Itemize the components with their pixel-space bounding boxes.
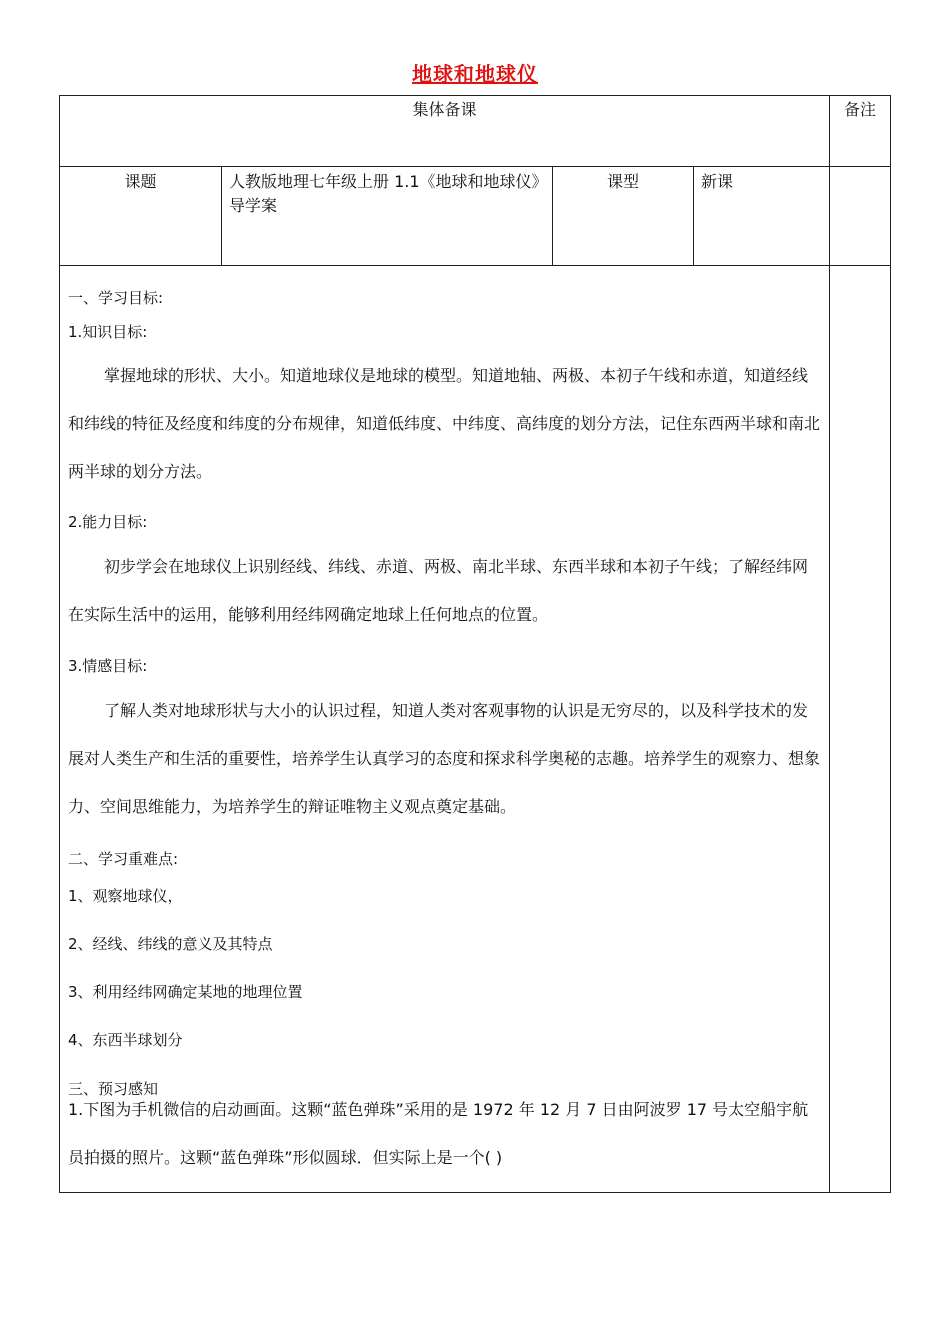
emotion-goal-text: 了解人类对地球形状与大小的认识过程，知道人类对客观事物的认识是无穷尽的，以及科学技术的发展对人类生产和生活的重要性，培养学生认真学习的态度和探求科学奥秘的志趣。培养学生的观察力、想象力、空间思维能力，为培养学生的辩证唯物主义观点奠定基础。 [68,701,821,816]
topic-label: 课题 [124,172,157,191]
preview-question-1: 1.下图为手机微信的启动画面。这颗“蓝色弹珠”采用的是 1972 年 12 月 7 日由阿波罗 17 号太空船宇航员拍摄的照片。这颗“蓝色弹珠”形似圆球．但实际上是一个( ) [68,1100,809,1167]
lesson-type-label: 课型 [606,172,639,191]
table-rule-1 [59,166,891,167]
table-border-left [59,95,60,1193]
group-prep-label: 集体备课 [412,100,477,119]
section-2-title: 二、学习重难点: [68,850,179,868]
knowledge-goal-title: 1.知识目标: [68,323,148,341]
key-point-4: 4、东西半球划分 [68,1031,183,1049]
key-point-1: 1、观察地球仪， [68,887,183,905]
section-3-title: 三、预习感知 [68,1080,159,1098]
table-border-bottom [59,1192,891,1193]
key-point-2: 2、经线、纬线的意义及其特点 [68,935,273,953]
table-border-top [59,95,891,96]
info-divider-3 [693,166,694,266]
knowledge-goal-text: 掌握地球的形状、大小。知道地球仪是地球的模型。知道地轴、两极、本初子午线和赤道，知道经线和纬线的特征及经度和纬度的分布规律，知道低纬度、中纬度、高纬度的划分方法，记住东西两半球和南北两半球的划分方法。 [68,366,821,481]
notes-column-divider [829,95,830,1193]
document-title: 地球和地球仪 [412,62,538,86]
info-divider-1 [221,166,222,266]
lesson-type-value: 新课 [701,172,734,191]
emotion-goal-title: 3.情感目标: [68,657,148,675]
table-rule-2 [59,265,891,266]
key-point-3: 3、利用经纬网确定某地的地理位置 [68,983,303,1001]
section-1-title: 一、学习目标: [68,289,164,307]
notes-label: 备注 [843,100,876,119]
ability-goal-text: 初步学会在地球仪上识别经线、纬线、赤道、两极、南北半球、东西半球和本初子午线；了解经纬网在实际生活中的运用，能够利用经纬网确定地球上任何地点的位置。 [68,557,809,624]
topic-value: 人教版地理七年级上册 1.1《地球和地球仪》导学案 [229,172,540,215]
table-border-right [890,95,891,1193]
ability-goal-title: 2.能力目标: [68,513,148,531]
